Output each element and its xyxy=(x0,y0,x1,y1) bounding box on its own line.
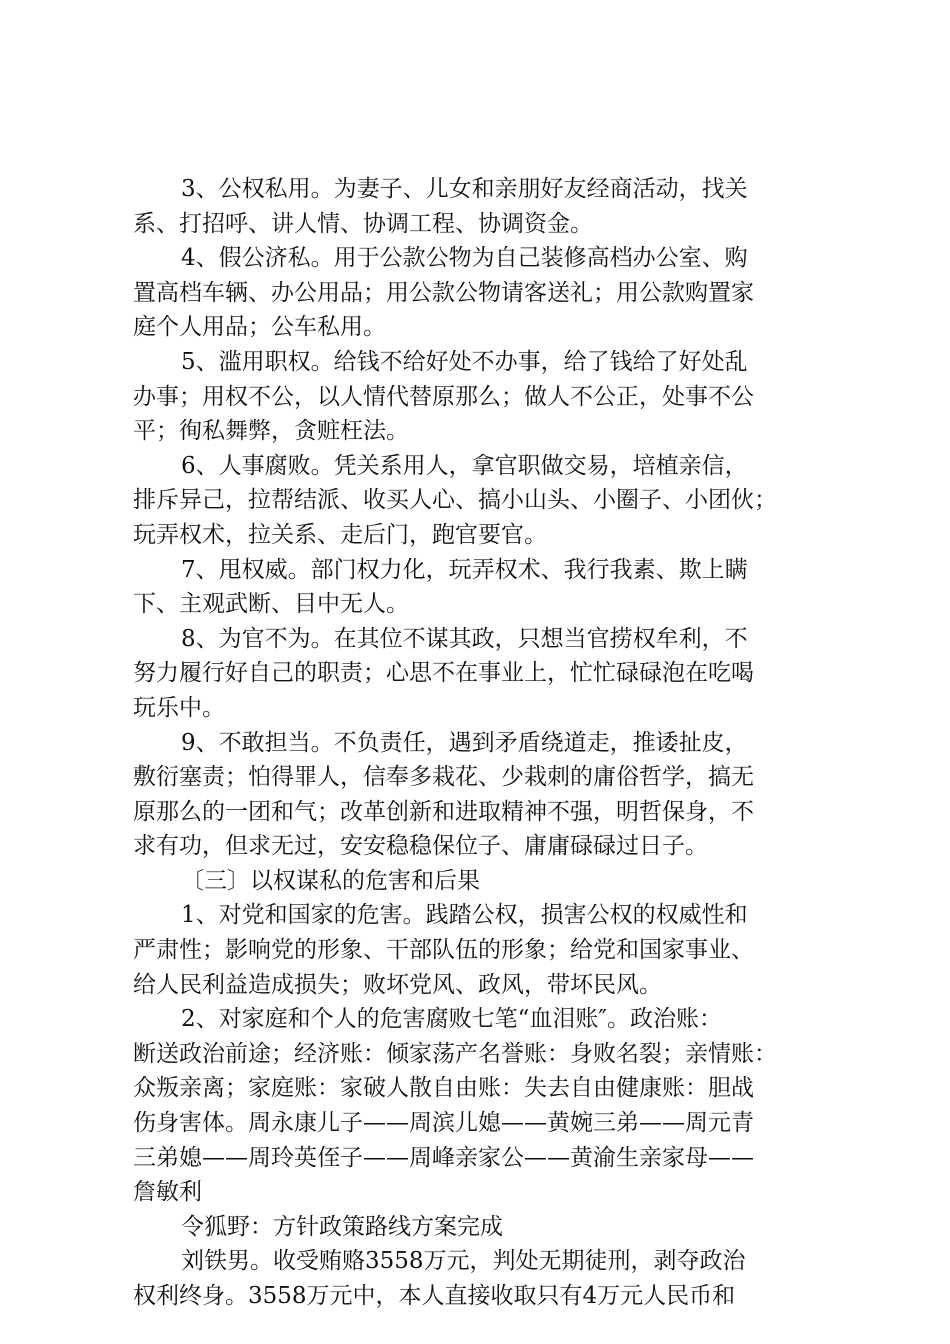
text-line: 平；徇私舞弊，贪赃枉法。 xyxy=(133,418,409,445)
text-line: 三弟媳——周玲英侄子——周峰亲家公——黄渝生亲家母—— xyxy=(133,1144,754,1171)
text-line: 断送政治前途；经济账：倾家荡产名誉账：身败名裂；亲情账： xyxy=(133,1040,777,1067)
text-line: 詹敏利 xyxy=(133,1179,202,1206)
document-body xyxy=(133,172,823,1314)
text-line: 努力履行好自己的职责；心思不在事业上，忙忙碌碌泡在吃喝 xyxy=(133,660,754,687)
text-line: 1、对党和国家的危害。践踏公权，损害公权的权威性和 xyxy=(181,902,748,929)
text-line: 5、滥用职权。给钱不给好处不办事，给了钱给了好处乱 xyxy=(181,348,748,375)
text-line: 求有功，但求无过，安安稳稳保位子、庸庸碌碌过日子。 xyxy=(133,833,708,860)
text-line: 系、打招呼、讲人情、协调工程、协调资金。 xyxy=(133,210,593,237)
text-line: 4、假公济私。用于公款公物为自己装修高档办公室、购 xyxy=(181,245,748,272)
text-line: 严肃性；影响党的形象、干部队伍的形象；给党和国家事业、 xyxy=(133,937,754,964)
text-line: 玩乐中。 xyxy=(133,694,225,721)
text-line: 伤身害体。周永康儿子——周滨儿媳——黄婉三弟——周元青 xyxy=(133,1110,754,1137)
text-line: 给人民利益造成损失；败坏党风、政风，带坏民风。 xyxy=(133,971,662,998)
text-line: 2、对家庭和个人的危害腐败七笔“血泪账″。政治账： xyxy=(181,1006,722,1033)
text-line: 原那么的一团和气；改革创新和进取精神不强，明哲保身，不 xyxy=(133,798,754,825)
text-line: 敷衍塞责；怕得罪人，信奉多栽花、少栽刺的庸俗哲学，搞无 xyxy=(133,764,754,791)
text-line: 刘铁男。收受贿赂3558万元，判处无期徒刑，剥夺政治 xyxy=(181,1248,746,1275)
text-line: 7、甩权威。部门权力化，玩弄权术、我行我素、欺上瞒 xyxy=(181,556,748,583)
text-line: 6、人事腐败。凭关系用人，拿官职做交易，培植亲信， xyxy=(181,452,748,479)
text-line: 置高档车辆、办公用品；用公款公物请客送礼；用公款购置家 xyxy=(133,279,754,306)
text-line: 下、主观武断、目中无人。 xyxy=(133,591,409,618)
section-heading: 〔三〕以权谋私的危害和后果 xyxy=(181,867,480,894)
text-line: 众叛亲离；家庭账：家破人散自由账：失去自由健康账：胆战 xyxy=(133,1075,754,1102)
text-line: 办事；用权不公，以人情代替原那么；做人不公正，处事不公 xyxy=(133,383,754,410)
text-line: 权利终身。3558万元中，本人直接收取只有4万元人民币和 xyxy=(133,1283,736,1309)
text-line: 排斥异己，拉帮结派、收买人心、搞小山头、小圈子、小团伙； xyxy=(133,487,777,514)
text-line: 3、公权私用。为妻子、儿女和亲朋好友经商活动，找关 xyxy=(181,176,748,202)
text-line: 9、不敢担当。不负责任，遇到矛盾绕道走，推诿扯皮， xyxy=(181,729,748,756)
text-line: 玩弄权术，拉关系、走后门，跑官要官。 xyxy=(133,521,547,548)
text-line: 令狐野：方针政策路线方案完成 xyxy=(181,1213,503,1240)
text-line: 庭个人用品；公车私用。 xyxy=(133,314,386,341)
text-line: 8、为官不为。在其位不谋其政，只想当官捞权牟利，不 xyxy=(181,625,748,652)
